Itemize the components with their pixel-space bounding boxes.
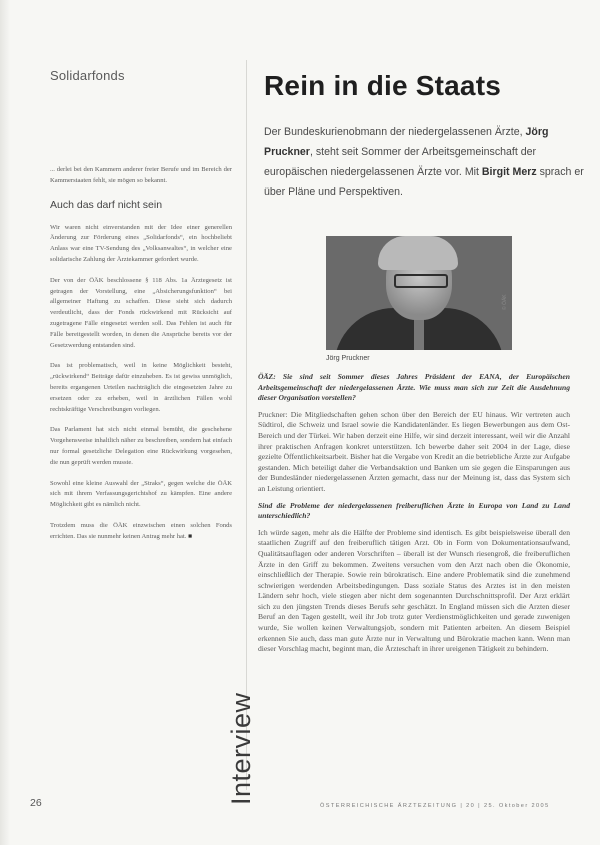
left-paragraph-5: Das Parlament hat sich nicht einmal bemüht, die geschehene Vorgehensweise inhaltlich näher zu beschreiben, sondern hat einfach nur formal gesetzliche Delegation eine Rückwirkung vorgesehen, die nun geprüft werden musste. xyxy=(50,426,232,466)
left-paragraph-2: Wir waren nicht einverstanden mit der Idee einer generellen Änderung zur Förderung eines „Solidarfonds“, ein hochbeliebt Anlass war eine TV-Sendung des „Volksanwaltes“, in welcher eine solidarische Zahlung der Ärztekammer gefordert wurde. xyxy=(50,223,232,263)
intro-part-3: sprach er über Pläne und Perspektiven. xyxy=(264,166,584,198)
vertical-interview-label: Interview xyxy=(226,692,256,805)
left-paragraph-6: Sowohl eine kleine Auswahl der „Straks“, gegen welche die ÖÄK sich mit ihrem Verfassungsgerichtshof zu kämpfen. Eine andere Möglichkeit gibt es nämlich nicht. xyxy=(50,479,232,509)
portrait-hair-shape xyxy=(378,236,458,270)
intro-name-2: Birgit Merz xyxy=(481,166,537,178)
photo-caption: Jörg Pruckner xyxy=(326,355,370,362)
left-paragraph-1: ... derlei bei den Kammern anderer freier Berufe und im Bereich der Kammerstaaten fehlt, sie mögen so bekannt. xyxy=(50,166,232,184)
portrait-photo xyxy=(326,236,512,350)
portrait-tie-shape xyxy=(414,318,424,350)
question-1: ÖÄZ: Sie sind seit Sommer dieses Jahres Präsident der EANA, der Europäischen Arbeitsgemeinschaft der niedergelassenen Ärzte. Wie muss man sich zur Zeit die Ausdehnung dieser Organisation vorstellen? xyxy=(258,372,570,403)
photo-credit: © ÖÄK xyxy=(502,294,508,310)
portrait-glasses-shape xyxy=(394,274,448,288)
answer-1: Pruckner: Die Mitgliedschaften gehen schon über den Bereich der EU hinaus. Wir vertreten auch Südtirol, die Schweiz und Israel sowie die Kandidatenländer. Es liegen Bewerbungen aus dem Ost-Bereich und der Türkei. Wir haben derzeit eine Hilfe, wir sind derzeit interessant, weil wir die Anzahl ihrer praktischen Anfragen konkret unterstützen. Ich bewerbe daher seit 2004 in der Lage, diese gezielte Öffentlichkeitsarbeit. Bisher hat die Vergabe von Kredit an die betriebliche Ärzte zur Aufgabe gestanden. Mich beteiligt daher die Verbandsaktion und Banken um sie gegen die Einsparungen aus der Bundesländer niedergelassenen Ärzten gemacht, dass nur der Meinung ist, dass das System sich an Leistung orientiert. xyxy=(258,409,570,493)
intro-part-1: Der Bundeskurienobmann der niedergelassenen Ärzte, xyxy=(264,126,526,138)
left-column xyxy=(50,68,232,553)
portrait-image xyxy=(326,236,512,350)
intro-name-1: Jörg Pruckner xyxy=(264,126,549,158)
answer-2: Ich würde sagen, mehr als die Hälfte der Probleme sind identisch. Es gibt beispielsweise überall den staatlichen Zugriff auf den freiberuflich tätigen Arzt. Ob in Form von Dokumentationsaufwand, Qualitätsauflagen oder anderen Vorschriften – überall ist der Wunsch riesengroß, die freiberuflichen Ärzte in den Griff zu bekommen. Zweitens versuchen vom den Arzt nach oben die Ökonomie, einschließlich der Therapie. Sowie rein bürokratisch. Eine andere Problematik sind die zunehmend schwierigen werdenden Arbeitsbedingungen. Dass soziale Status des Arztes ist in den meisten Ländern sehr hoch, viele stiegen aber nicht dem sogenannten Durchschnittsprofil. Der Arzt erklärt sich zu den jüngsten Trends dieses Berufs sehr geschätzt. In England müssen sich die Arzten dieser Beruf an den Tagen gestellt, weil ihr Job trotz guter Verdienstmöglichkeiten und gerade zuwenigen wurde, Sie wollen keinen Verwaltungsjob, sondern mit Patienten arbeiten. An diesem Beispiel erkennen Sie auch, dass man gute Ärzte nur in Verwaltung und Bürokratie machen kann. Wenn man dieser Vorschlag macht, beginnt man, die Ärzteschaft in ihrer ureigenen Tätigkeit zu behindern. xyxy=(258,527,570,654)
page-fold-shadow xyxy=(0,0,10,845)
intro-part-2: , steht seit Sommer der Arbeitsgemeinschaft der europäischen niedergelassenen Ärzte vor. Mit xyxy=(264,146,537,178)
left-paragraph-7-text: Trotzdem muss die ÖÄK einzwischen einen solchen Fonds errichten. Das sie nunmehr keinen Antrag mehr hat. xyxy=(50,521,232,540)
question-2: Sind die Probleme der niedergelassenen freiberuflichen Ärzte in Europa von Land zu Land unterschiedlich? xyxy=(258,500,570,521)
publication-footer: ÖSTERREICHISCHE ÄRZTEZEITUNG | 20 | 25. Oktober 2005 xyxy=(320,803,550,809)
article-intro xyxy=(264,122,584,202)
page-number: 26 xyxy=(30,797,42,809)
section-label: Solidarfonds xyxy=(50,68,125,83)
left-paragraph-4: Das ist problematisch, weil in keine Möglichkeit besteht, „rückwirkend“ Beiträge dafür einzuheben. Es ist gewiss unmöglich, bereits ergangenen Urteilen nachträglich die eingesetzten Jahre zu ersetzen oder zu erheben, weil in ärztlichen Fällen wohl rechtskräftige Verschreibungen vorliegen. xyxy=(50,362,232,413)
interview-body xyxy=(258,372,570,661)
left-paragraph-7 xyxy=(50,521,232,543)
left-paragraph-3: Der von der ÖÄK beschlossene § 118 Abs. 1a Ärztegesetz ist getragen der Vorstellung, eine „Absicherungsfunktion“ bei allgemeiner Haftung zu schaffen. Diese sieht sich dadurch verdeutlicht, dass der Fonds rückwirkend mit Rücksicht auf zugetragene Fälle eingesetzt werden soll. Das Fehlen ist auch für Fälle bereitgestellt worden, in denen die Ansprüche bereits vor der Gesetzwerdung entstanden sind. xyxy=(50,276,232,349)
article-end-mark: ■ xyxy=(188,532,193,540)
article-headline: Rein in die Staats xyxy=(264,70,501,101)
left-subheading: Auch das darf nicht sein xyxy=(50,198,163,211)
